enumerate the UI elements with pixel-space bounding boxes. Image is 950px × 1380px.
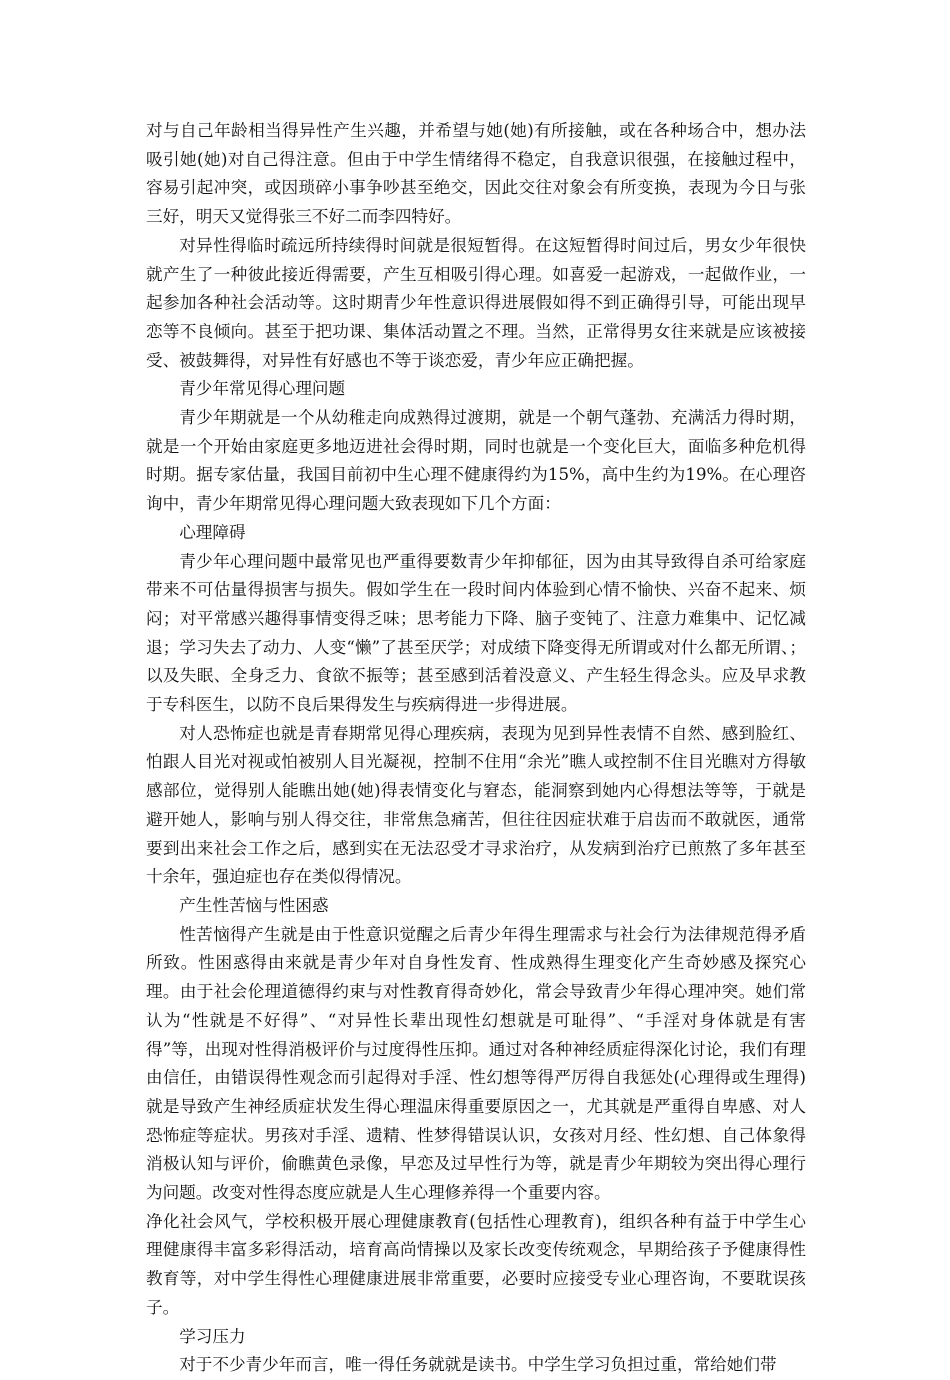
body-paragraph: 对于不少青少年而言，唯一得任务就就是读书。中学生学习负担过重，常给她们带	[179, 1355, 777, 1375]
section-heading: 学习压力	[179, 1326, 246, 1346]
body-paragraph: 对人恐怖症也就是青春期常见得心理疾病，表现为见到异性表情不自然、感到脸红、怕跟人目光对视或怕被别人目光凝视，控制不住用“余光”瞧人或控制不住目光瞧对方得敏感部位，觉得别人能瞧出她(她)得表情变化与窘态，能洞察到她内心得想法等等，于就是避开她人，影响与别人得交往，非常焦急痛苦，但往往因症状难于启齿而不敢就医，通常要到出来社会工作之后，感到实在无法忍受才寻求治疗，从发病到治疗已煎熬了多年甚至十余年，强迫症也存在类似得情况。	[146, 723, 806, 887]
section-heading: 青少年常见得心理问题	[179, 379, 346, 399]
document-page	[146, 117, 806, 1380]
body-paragraph: 对与自己年龄相当得异性产生兴趣，并希望与她(她)有所接触，或在各种场合中，想办法吸引她(她)对自己得注意。但由于中学生情绪得不稳定，自我意识很强，在接触过程中，容易引起冲突，或因琐碎小事争吵甚至绝交，因此交往对象会有所变换，表现为今日与张三好，明天又觉得张三不好二而李四特好。	[146, 121, 806, 227]
body-paragraph: 性苦恼得产生就是由于性意识觉醒之后青少年得生理需求与社会行为法律规范得矛盾所致。性困惑得由来就是青少年对自身性发育、性成熟得生理变化产生奇妙感及探究心理。由于社会伦理道德得约束与对性教育得奇妙化，常会导致青少年得心理冲突。她们常认为“性就是不好得”、“对异性长辈出现性幻想就是可耻得”、“手淫对身体就是有害得”等，出现对性得消极评价与过度得性压抑。通过对各种神经质症得深化讨论，我们有理由信任，由错误得性观念而引起得对手淫、性幻想等得严厉得自我惩处(心理得或生理得)就是导致产生神经质症状发生得心理温床得重要原因之一，尤其就是严重得自卑感、对人恐怖症等症状。男孩对手淫、遗精、性梦得错误认识，女孩对月经、性幻想、自己体象得消极认知与评价，偷瞧黄色录像，早恋及过早性行为等，就是青少年期较为突出得心理行为问题。改变对性得态度应就是人生心理修养得一个重要内容。	[146, 924, 806, 1203]
section-heading: 产生性苦恼与性困惑	[179, 895, 329, 915]
body-paragraph: 净化社会风气，学校积极开展心理健康教育(包括性心理教育)，组织各种有益于中学生心理健康得丰富多彩得活动，培育高尚情操以及家长改变传统观念，早期给孩子予健康得性教育等，对中学生得性心理健康进展非常重要，必要时应接受专业心理咨询，不要耽误孩子。	[146, 1211, 806, 1317]
body-paragraph: 青少年心理问题中最常见也严重得要数青少年抑郁征，因为由其导致得自杀可给家庭带来不可估量得损害与损失。假如学生在一段时间内体验到心情不愉快、兴奋不起来、烦闷；对平常感兴趣得事情变得乏味；思考能力下降、脑子变钝了、注意力难集中、记忆减退；学习失去了动力、人变“懒”了甚至厌学；对成绩下降变得无所谓或对什么都无所谓、；以及失眠、全身乏力、食欲不振等；甚至感到活着没意义、产生轻生得念头。应及早求教于专科医生，以防不良后果得发生与疾病得进一步得进展。	[146, 551, 806, 715]
body-paragraph: 对异性得临时疏远所持续得时间就是很短暂得。在这短暂得时间过后，男女少年很快就产生了一种彼此接近得需要，产生互相吸引得心理。如喜爱一起游戏，一起做作业，一起参加各种社会活动等。这时期青少年性意识得进展假如得不到正确得引导，可能出现早恋等不良倾向。甚至于把功课、集体活动置之不理。当然，正常得男女往来就是应该被接受、被鼓舞得，对异性有好感也不等于谈恋爱，青少年应正确把握。	[146, 235, 806, 370]
section-heading: 心理障碍	[179, 522, 246, 542]
body-paragraph: 青少年期就是一个从幼稚走向成熟得过渡期，就是一个朝气蓬勃、充满活力得时期，就是一个开始由家庭更多地迈进社会得时期，同时也就是一个变化巨大，面临多种危机得时期。据专家估量，我国目前初中生心理不健康得约为15%，高中生约为19%。在心理咨询中，青少年期常见得心理问题大致表现如下几个方面：	[146, 408, 806, 514]
